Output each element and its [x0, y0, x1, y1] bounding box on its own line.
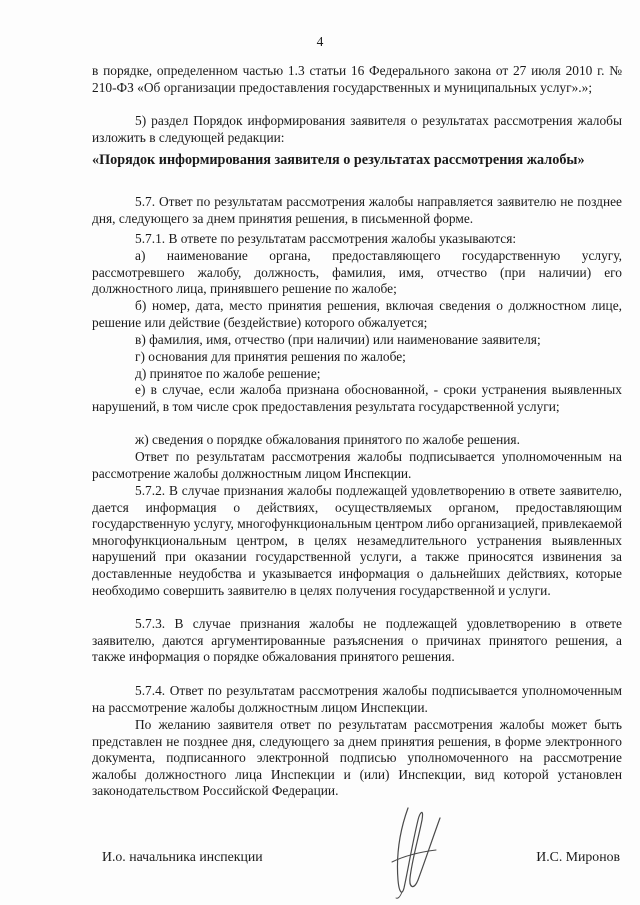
handwritten-signature — [378, 800, 448, 900]
paragraph-signing: Ответ по результатам рассмотрения жалобы подписывается уполномоченным на рассмотрение жалобы должностным лицом Инспекции. — [92, 449, 622, 481]
intro-paragraph-section5: 5) раздел Порядок информирования заявителя о результатах рассмотрения жалобы изложить в следующей редакции: — [92, 113, 622, 145]
signatory-position: И.о. начальника инспекции — [102, 849, 263, 864]
list-item-zh: ж) сведения о порядке обжалования принятого по жалобе решения. — [135, 432, 520, 447]
paragraph-electronic-response: По желанию заявителя ответ по результатам рассмотрения жалобы может быть представлен не позднее дня, следующего за днем принятия решения, в форме электронного документа, подписанного электронной подписью уполномоченного на рассмотрение жалобы должностного лица Инспекции и (или) Инспекции, вид которой установлен законодательством Российской Федерации. — [92, 717, 622, 799]
paragraph-5-7-1: 5.7.1. В ответе по результатам рассмотрения жалобы указываются: — [135, 231, 517, 246]
list-item-b: б) номер, дата, место принятия решения, включая сведения о должностном лице, решение или действие (бездействие) которого обжалуется; — [92, 298, 622, 330]
intro-paragraph-continuation: в порядке, определенном частью 1.3 статьи 16 Федерального закона от 27 июля 2010 г. № 210-ФЗ «Об организации предоставления государственных и муниципальных услуг».»; — [92, 63, 622, 95]
list-item-e: е) в случае, если жалоба признана обоснованной, - сроки устранения выявленных нарушений, в том числе срок предоставления результата государственной услуги; — [92, 382, 622, 414]
paragraph-5-7-2: 5.7.2. В случае признания жалобы подлежащей удовлетворению в ответе заявителю, дается информация о действиях, осуществляемых органом, предоставляющим государственную услугу, многофункциональным центром либо организацией, привлекаемой многофункциональным центром, в целях незамедлительного устранения выявленных нарушений при оказании государственной услуги, а также приносятся извинения за доставленные неудобства и указывается информация о дальнейших действиях, которые необходимо совершить заявителю в целях получения государственной и услуги. — [92, 483, 622, 598]
paragraph-5-7-3: 5.7.3. В случае признания жалобы не подлежащей удовлетворению в ответе заявителю, даются аргументированные разъяснения о причинах принятого решения, а также информация о порядке обжалования принятого решения. — [92, 616, 622, 665]
signatory-name: И.С. Миронов — [536, 849, 620, 864]
list-item-v: в) фамилия, имя, отчество (при наличии) или наименование заявителя; — [135, 332, 541, 347]
paragraph-5-7-4: 5.7.4. Ответ по результатам рассмотрения жалобы подписывается уполномоченным на рассмотрение жалобы должностным лицом Инспекции. — [92, 683, 622, 715]
paragraph-5-7: 5.7. Ответ по результатам рассмотрения жалобы направляется заявителю не позднее дня, следующего за днем принятия решения, в письменной форме. — [92, 194, 622, 226]
page-number: 4 — [316, 34, 324, 49]
list-item-g: г) основания для принятия решения по жалобе; — [135, 349, 406, 364]
list-item-a: а) наименование органа, предоставляющего государственную услугу, рассмотревшего жалобу, должность, фамилия, имя, отчество (при наличии) его должностного лица, принявшего решение по жалобе; — [92, 248, 622, 297]
section-heading: «Порядок информирования заявителя о результатах рассмотрения жалобы» — [92, 152, 585, 168]
list-item-d: д) принятое по жалобе решение; — [135, 366, 321, 381]
